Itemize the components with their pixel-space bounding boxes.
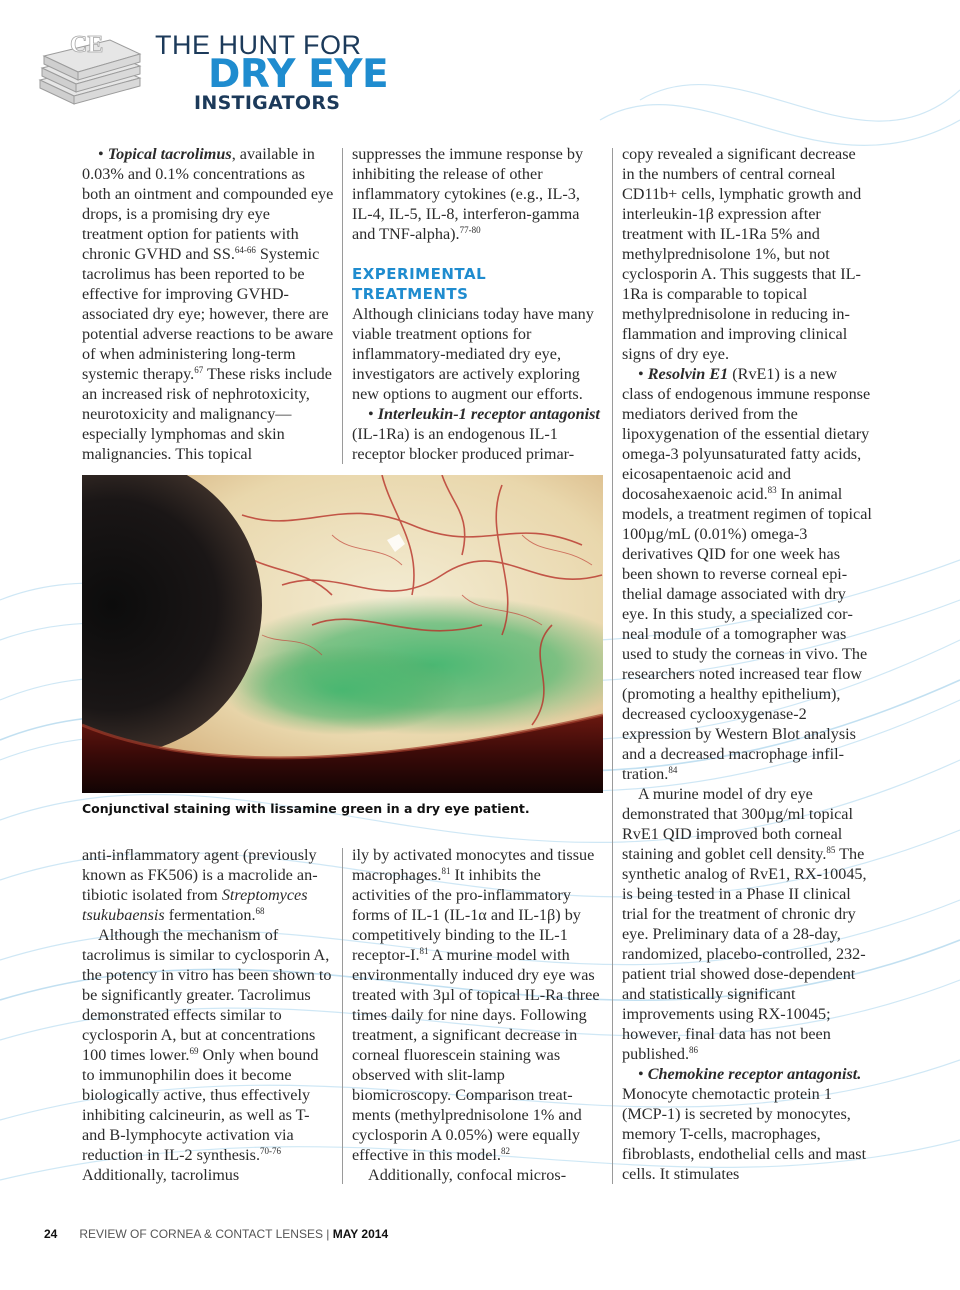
paragraph-experimental-intro: Although clinicians today have many viable treatment options for inflammatory-mediated dry eye, investigators are actively exploring new options to augment our efforts. [352, 305, 594, 403]
article-header [36, 24, 456, 120]
reference: 69 [189, 1046, 199, 1056]
page-footer [44, 1227, 388, 1241]
title-line-2: DRY EYE [208, 52, 389, 97]
bullet: • [98, 145, 108, 163]
reference: 68 [255, 906, 265, 916]
column-2-top [352, 144, 602, 466]
column-divider [612, 148, 613, 1184]
reference: 67 [194, 365, 204, 375]
reference: 70-76 [260, 1146, 282, 1156]
term-topical-tacrolimus: Topical tacrolimus [107, 145, 232, 163]
column-1-top [82, 144, 334, 466]
reference: 82 [500, 1146, 510, 1156]
paragraph-resolvin-e1: • Resolvin E1 (RvE1) is a new class of endogenous immune response mediators derived from the lipoxygenation of the essential dietary omega-3 polyunsaturated fatty acids, eicosapentaenoic acid and docosahexaenoic acid.$^{83}$ In animal models, a treatment regimen of topical 100µg/mL (0.01%) omega-3 derivatives QID for one week has been shown to reverse corneal epithelial damage associated with dry eye. In this study, a specialized corneal module of a tomographer was used to study the corneas in vivo. The researchers noted increased tear flow (promoting a healthy epithelium), decreased cyclooxygenase-2 expression by Western Blot analysis and a decreased macrophage infiltration.$^{84}$ [622, 365, 872, 783]
column-divider [342, 148, 343, 464]
reference: 77-80 [459, 225, 481, 235]
reference: 64-66 [234, 245, 256, 255]
paragraph-il1ra-mechanism: ily by activated monocytes and tissue macrophages.$^{81}$ It inhibits the activities of the pro-inflammatory forms of IL-1 (IL-1α and IL-1β) by competitively binding to the IL-1 receptor-I.$^{81}$ A murine model with environmentally induced dry eye was treated with 3µl of topical IL-Ra three times daily for nine days. Following treatment, a significant decrease in corneal fluorescein staining was observed with slit-lamp biomicroscopy. Comparison treatments (methylprednisolone 1% and cyclosporin A 0.05%) were equally effective in this model.$^{82}$ [352, 846, 600, 1164]
column-3 [622, 144, 872, 1188]
title-line-3: INSTIGATORS [194, 92, 341, 114]
reference: 84 [668, 765, 678, 775]
paragraph-murine-model-rve1: A murine model of dry eye demonstrated that 300µg/ml topical RvE1 QID improved both corneal staining and goblet cell density.$^{85}$ The synthetic analog of RvE1, RX-10045, is being tested in a Phase II clinical trial for the treatment of chronic dry eye. Preliminary data of a 28-day, randomized, placebo-controlled, 232-patient trial showed dose-dependent and statistically significant improvements using RX-10045; however, final data has not been published.$^{86}$ [622, 785, 867, 1063]
paragraph-chemokine-receptor: • Chemokine receptor antagonist. Monocyte chemotactic protein 1 (MCP-1) is secreted by monocytes, memory T-cells, macrophages, fibroblasts, endothelial cells and mast cells. It stimulates [622, 1065, 867, 1183]
eye-photo-lissamine-green [82, 475, 603, 793]
paragraph-confocal-results: copy revealed a significant decrease in the numbers of central corneal CD11b+ cells, lymphatic growth and interleukin-1β expression after treatment with IL-1Ra 5% and methylprednisolone 1%, but not cyclosporin A. This suggests that IL-1Ra is comparable to topical methylprednisolone in reducing inflammation and improving clinical signs of dry eye. [622, 145, 862, 363]
title-line-1: THE HUNT FOR [155, 30, 362, 60]
paragraph-topical-tacrolimus: • Topical tacrolimus, available in 0.03% and 0.1% concentrations as both an ointment and compounded eye drops, is a promising dry eye treatment option for patients with chronic GVHD and SS.$^{64-66}$ Systemic tacrolimus has been reported to be effective for improving GVHD-associated dry eye; however, there are potential adverse reactions to be aware of when administering long-term systemic therapy.$^{67}$ These risks include an increased risk of nephrotoxicity, neurotoxicity and malignancy—especially lymphomas and skin malignancies. This topical [82, 145, 334, 463]
reference: 85 [826, 845, 836, 855]
term-streptomyces: Streptomyces tsukubaensis [82, 886, 308, 924]
reference: 83 [767, 485, 777, 495]
paragraph-il1ra: • Interleukin-1 receptor antagonist (IL-1Ra) is an endogenous IL-1 receptor blocker produced primar- [352, 405, 600, 463]
term-resolvin-e1: Resolvin E1 [647, 365, 729, 383]
issue-date: MAY 2014 [332, 1227, 389, 1241]
paragraph-tacrolimus-origin: anti-inflammatory agent (previously known as FK506) is a macrolide antibiotic isolated from Streptomyces tsukubaensis fermentation.$^{68}$ [82, 846, 318, 924]
paragraph-immune-response: suppresses the immune response by inhibiting the release of other inflammatory cytokines (e.g., IL-3, IL-4, IL-5, IL-8, interferon-gamma and TNF-alpha).$^{77-80}$ [352, 145, 584, 243]
column-divider [342, 848, 343, 1184]
reference: 86 [689, 1045, 698, 1055]
section-heading-experimental-treatments: EXPERIMENTAL TREATMENTS [352, 265, 487, 303]
reference: 81 [441, 866, 451, 876]
reference: 81 [419, 946, 429, 956]
ce-logo-text: CE [70, 32, 104, 58]
publication-name: REVIEW OF CORNEA & CONTACT LENSES | [79, 1227, 333, 1241]
term-il1-receptor-antagonist: Interleukin-1 receptor antagonist [377, 405, 600, 423]
column-1-bottom [82, 845, 334, 1187]
figure-caption: Conjunctival staining with lissamine green in a dry eye patient. [82, 801, 530, 816]
page-number: 24 [44, 1227, 58, 1241]
column-2-bottom [352, 845, 602, 1187]
paragraph-tacrolimus-mechanism: Although the mechanism of tacrolimus is similar to cyclosporin A, the potency in vitro has been shown to be significantly greater. Tacrolimus demonstrated effects similar to cyclosporin A, but at concentrations 100 times lower.$^{69}$ Only when bound to immunophilin does it become biologically active, thus effectively inhibiting calcineurin, as well as T- and B-lymphocyte activation via reduction in IL-2 synthesis.$^{70-76}$ Additionally, tacrolimus [82, 926, 332, 1184]
term-chemokine-receptor-antagonist: Chemokine receptor antagonist. [647, 1065, 862, 1083]
paragraph-confocal-intro: Additionally, confocal micros- [368, 1166, 567, 1184]
ce-logo [36, 24, 146, 110]
